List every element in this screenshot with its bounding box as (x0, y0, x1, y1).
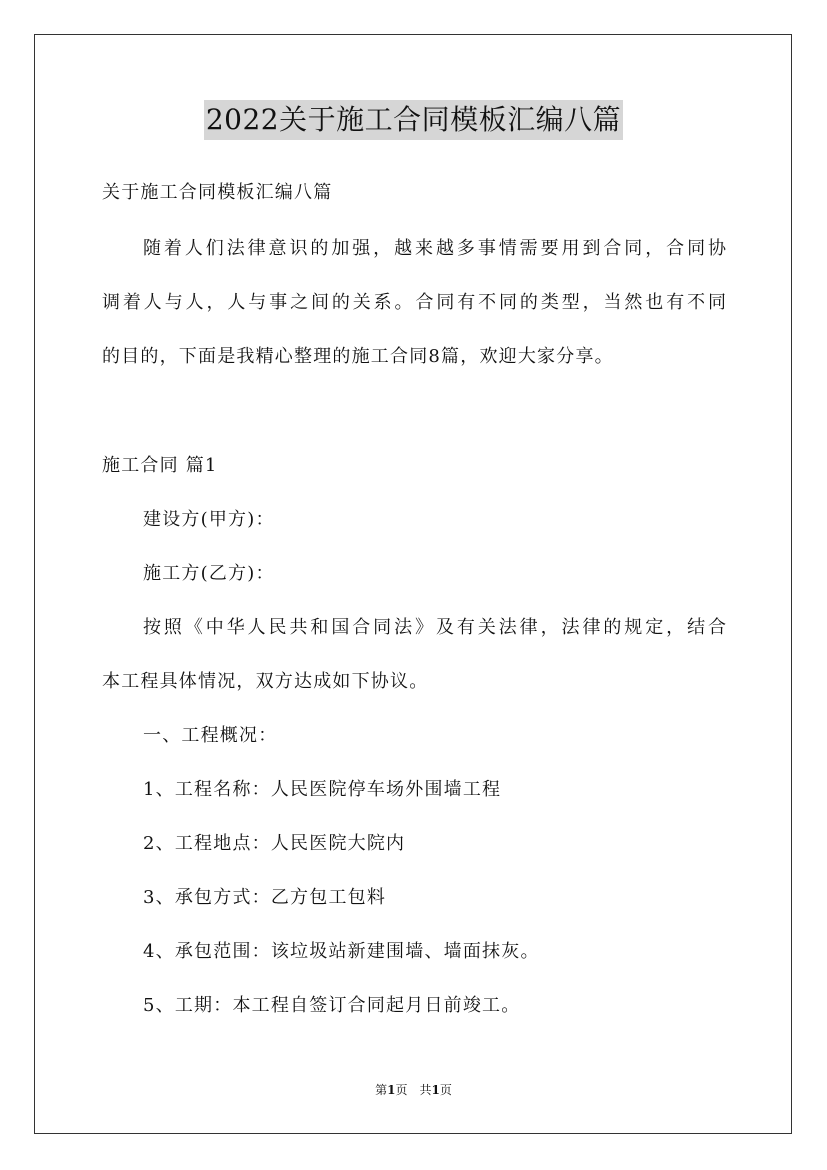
party-b-label: 施工方(乙方)： (143, 563, 275, 584)
basis-line-1: 按照《中华人民共和国合同法》及有关法律，法律的规定，结合 (143, 617, 726, 638)
intro-line-1: 随着人们法律意识的加强，越来越多事情需要用到合同，合同协 (143, 238, 726, 259)
list-item: 3、承包方式：乙方包工包料 (143, 887, 387, 908)
footer-prefix: 第 (375, 1083, 388, 1097)
list-item: 4、承包范围：该垃圾站新建围墙、墙面抹灰。 (143, 941, 540, 962)
footer-suffix: 页 (439, 1083, 452, 1097)
list-item: 1、工程名称：人民医院停车场外围墙工程 (143, 779, 502, 800)
intro-line-2: 调着人与人，人与事之间的关系。合同有不同的类型，当然也有不同 (102, 292, 726, 313)
document-subtitle: 关于施工合同模板汇编八篇 (102, 182, 333, 203)
footer-page-number: 1 (387, 1083, 396, 1097)
intro-line-3: 的目的，下面是我精心整理的施工合同8篇，欢迎大家分享。 (102, 346, 614, 367)
overview-heading: 一、工程概况： (143, 725, 278, 746)
title-container (0, 100, 827, 140)
section-heading: 施工合同 篇1 (102, 455, 218, 476)
party-a-label: 建设方(甲方)： (143, 509, 275, 530)
document-title: 2022关于施工合同模板汇编八篇 (204, 100, 623, 140)
basis-line-2: 本工程具体情况，双方达成如下协议。 (102, 671, 429, 692)
footer-total-pages: 1 (431, 1083, 440, 1097)
list-item: 2、工程地点：人民医院大院内 (143, 833, 406, 854)
list-item: 5、工期：本工程自签订合同起月日前竣工。 (143, 995, 521, 1016)
page-footer (0, 1082, 827, 1098)
footer-mid: 页 共 (395, 1083, 432, 1097)
